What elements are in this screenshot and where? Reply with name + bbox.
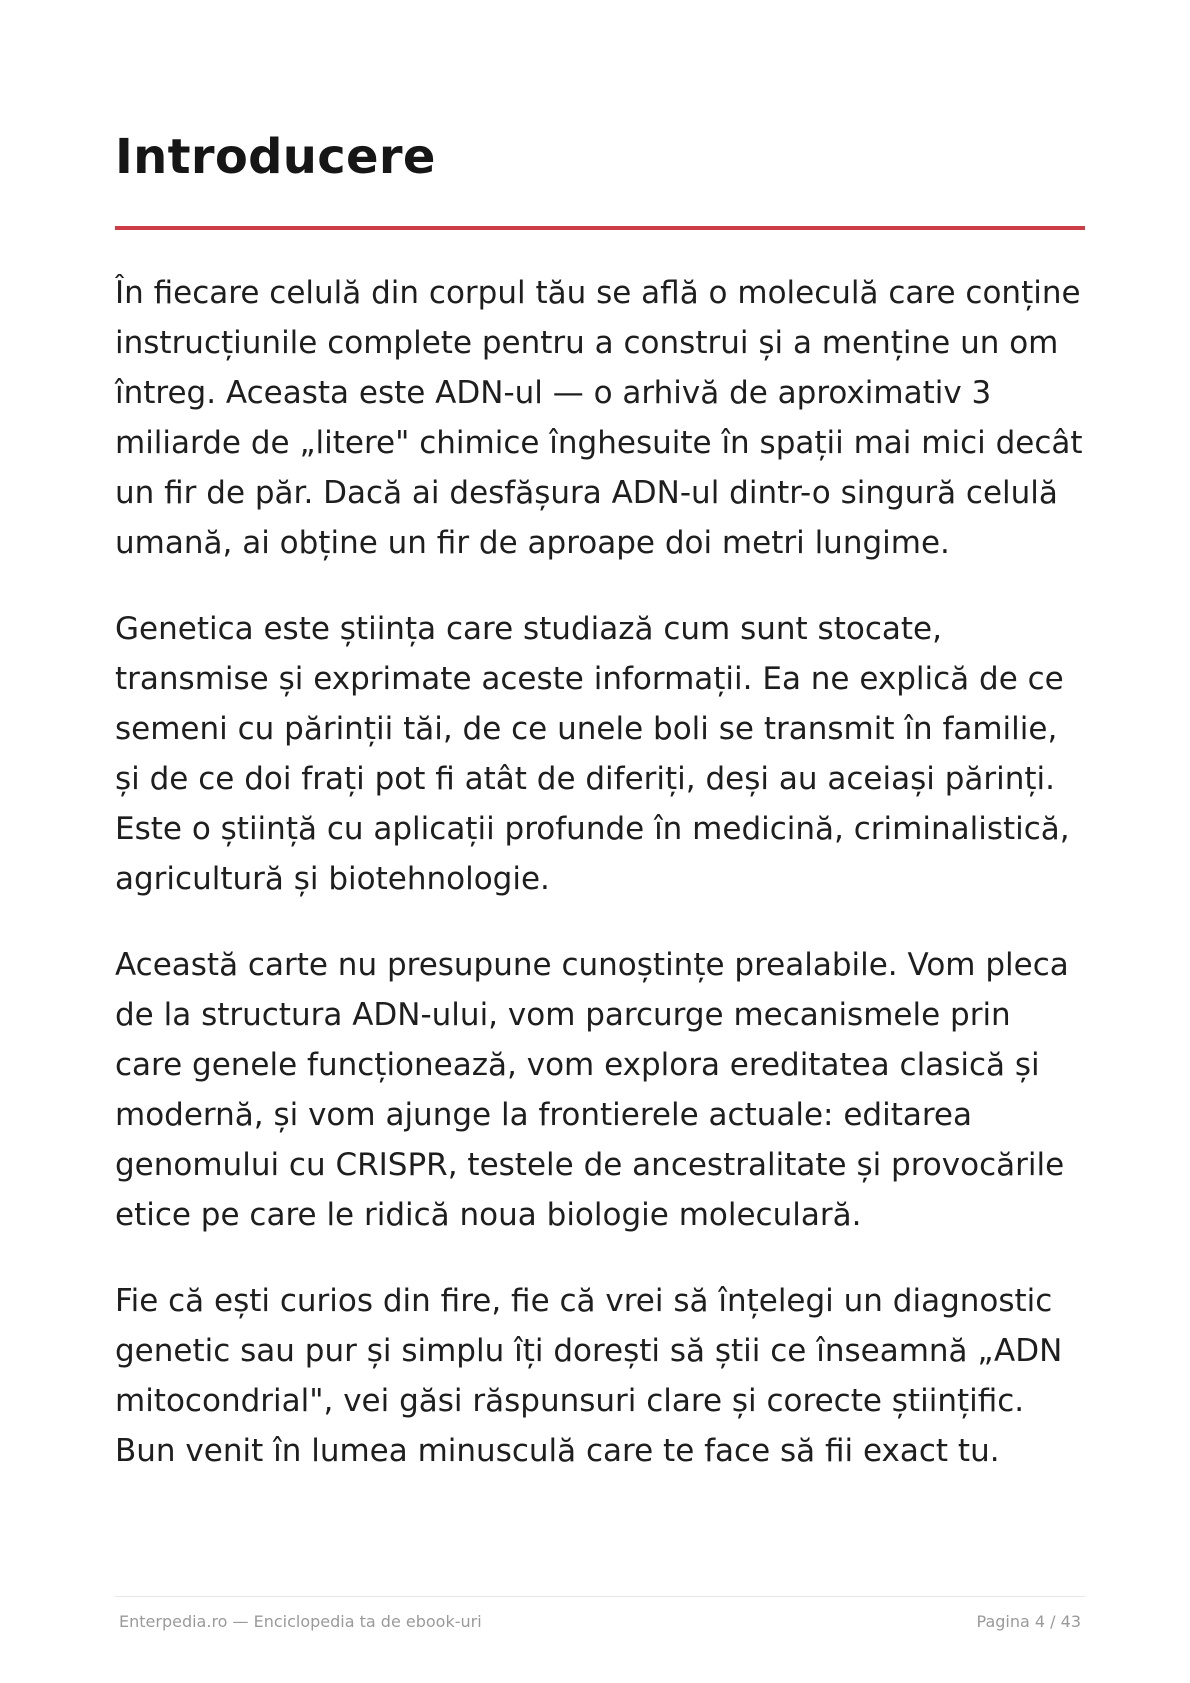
footer-source: Enterpedia.ro — Enciclopedia ta de ebook-uri [119, 1612, 482, 1631]
title-divider [115, 226, 1085, 230]
footer-divider [115, 1596, 1085, 1597]
chapter-body [115, 268, 1085, 1512]
paragraph: În fiecare celulă din corpul tău se află o moleculă care conține instrucțiunile complete pentru a construi și a menține un om întreg. Aceasta este ADN-ul — o arhivă de aproximativ 3 miliarde de „litere" chimice înghesuite în spații mai mici decât un fir de păr. Dacă ai desfășura ADN-ul dintr-o singură celulă umană, ai obține un fir de aproape doi metri lungime. [115, 275, 1083, 561]
paragraph: Fie că ești curios din fire, fie că vrei să înțelegi un diagnostic genetic sau pur și simplu îți dorești să știi ce înseamnă „ADN mitocondrial", vei găsi răspunsuri clare și corecte științific. Bun venit în lumea minusculă care te face să fii exact tu. [115, 1283, 1063, 1469]
chapter-title: Introducere [115, 129, 436, 185]
page-number: Pagina 4 / 43 [976, 1612, 1081, 1631]
document-page [115, 0, 1085, 1683]
paragraph: Această carte nu presupune cunoștințe prealabile. Vom pleca de la structura ADN-ului, vom parcurge mecanismele prin care genele funcționează, vom explora ereditatea clasică și modernă, și vom ajunge la frontierele actuale: editarea genomului cu CRISPR, testele de ancestralitate și provocările etice pe care le ridică noua biologie moleculară. [115, 947, 1069, 1233]
paragraph: Genetica este știința care studiază cum sunt stocate, transmise și exprimate aceste informații. Ea ne explică de ce semeni cu părinții tăi, de ce unele boli se transmit în familie, și de ce doi frați pot fi atât de diferiți, deși au aceiași părinți. Este o știință cu aplicații profunde în medicină, criminalistică, agricultură și biotehnologie. [115, 611, 1070, 897]
